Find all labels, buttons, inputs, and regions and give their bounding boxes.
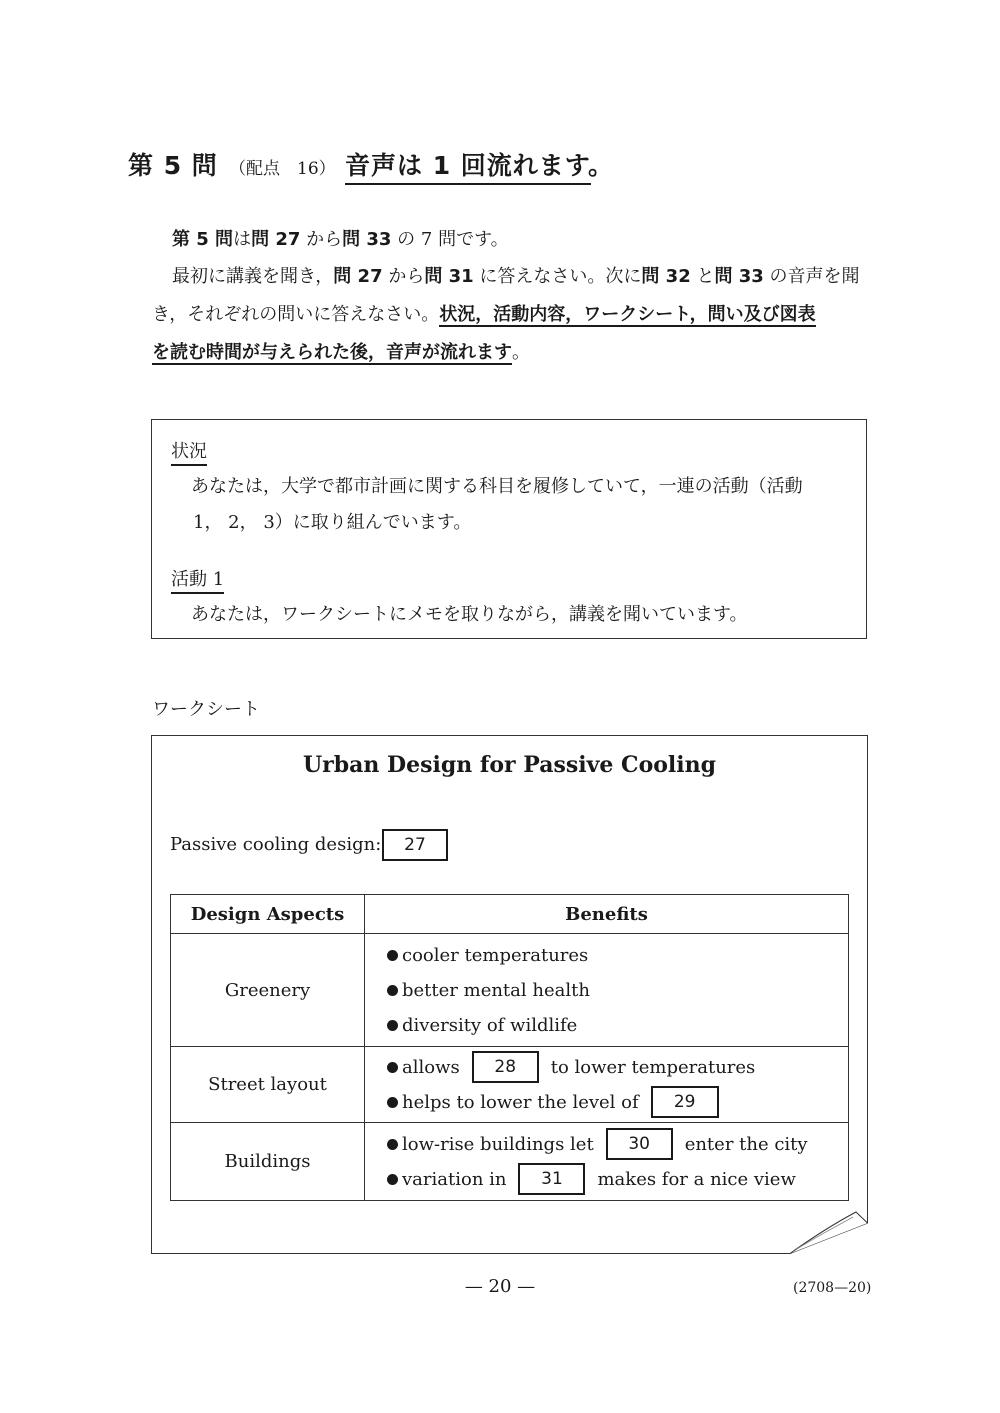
instruction-line-4: を読む時間が与えられた後，音声が流れます。 [152,342,530,363]
activity-text: あなたは，ワークシートにメモを取りながら，講義を聞いています。 [191,604,748,625]
header-design-aspects: Design Aspects [171,895,365,934]
list-item: diversity of wildlife [387,1008,848,1043]
worksheet-title: Urban Design for Passive Cooling [302,752,717,778]
list-item: low-rise buildings let 30 enter the city [387,1127,848,1162]
table-row [171,1123,849,1201]
header-benefits: Benefits [365,895,849,934]
list-item: better mental health [387,973,848,1008]
activity-label: 活動 1 [171,565,224,594]
benefits-street-layout [365,1047,849,1123]
situation-text-2: 1， 2， 3）に取り組んでいます。 [193,512,472,533]
list-item: variation in 31 makes for a nice view [387,1162,848,1197]
worksheet-label: ワークシート [152,699,260,720]
aspect-greenery: Greenery [171,934,365,1047]
bullet-icon [387,1097,398,1108]
situation-label: 状況 [171,437,207,466]
question-points: （配点 16） [229,159,336,179]
instruction-line-3: き，それぞれの問いに答えなさい。状況，活動内容，ワークシート，問い及び図表 [152,304,816,325]
instruction-line-2: 最初に講義を聞き，問 27 から問 31 に答えなさい。次に問 32 と問 33 の音声を聞 [172,266,860,287]
list-item: allows 28 to lower temperatures [387,1050,848,1085]
bullet-icon [387,1020,398,1031]
aspect-buildings: Buildings [171,1123,365,1201]
bullet-icon [387,1139,398,1150]
bullet-icon [387,950,398,961]
audio-note-period: 。 [588,151,614,180]
aspect-street-layout: Street layout [171,1047,365,1123]
design-table [170,894,849,1201]
passive-cooling-label: Passive cooling design: [170,834,382,855]
answer-blank-27[interactable]: 27 [382,829,448,861]
table-row [171,934,849,1047]
list-item: helps to lower the level of 29 [387,1085,848,1120]
bullet-icon [387,1174,398,1185]
table-row [171,1047,849,1123]
answer-blank-29[interactable]: 29 [651,1086,719,1118]
benefits-buildings [365,1123,849,1201]
answer-blank-31[interactable]: 31 [518,1163,585,1195]
bullet-icon [387,985,398,996]
answer-blank-30[interactable]: 30 [606,1128,673,1160]
benefits-greenery [365,934,849,1047]
question-title: 第 5 問 [128,151,218,180]
underlined-instruction-cont: を読む時間が与えられた後，音声が流れます [152,342,512,363]
audio-note: 音声は 1 回流れます [345,146,591,185]
table-header-row [171,895,849,934]
instruction-line-1: 第 5 問は問 27 から問 33 の 7 問です。 [172,229,509,250]
bullet-icon [387,1062,398,1073]
list-item: cooler temperatures [387,938,848,973]
answer-blank-28[interactable]: 28 [472,1051,539,1083]
page-number: — 20 — [464,1276,536,1297]
exam-code: (2708—20) [793,1280,872,1296]
underlined-instruction: 状況，活動内容，ワークシート，問い及び図表 [439,304,816,325]
situation-text-1: あなたは，大学で都市計画に関する科目を履修していて，一連の活動（活動 [191,476,803,497]
